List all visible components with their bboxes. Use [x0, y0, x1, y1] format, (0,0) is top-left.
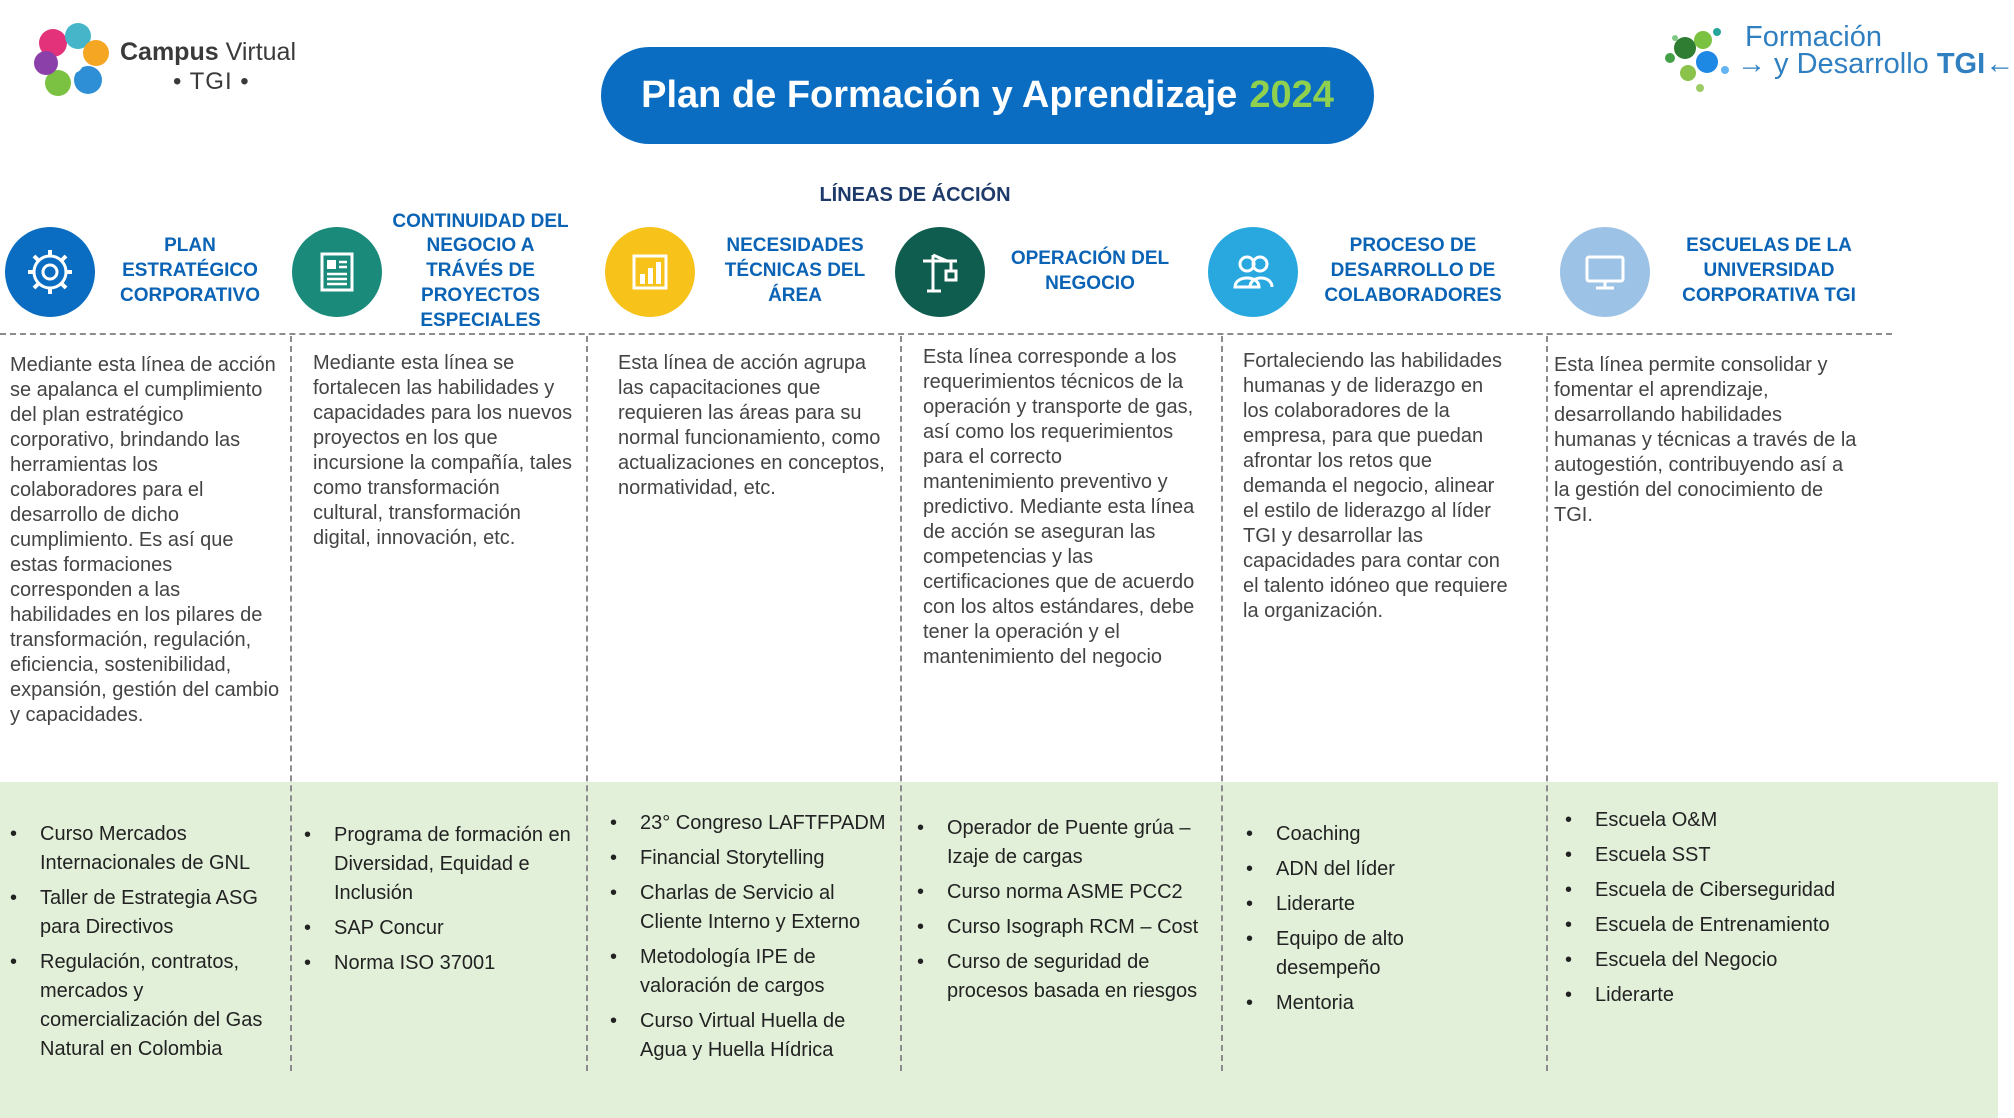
column-header-5: [1208, 214, 1508, 329]
list-item: • Liderarte: [1246, 890, 1506, 919]
list-item: • Charlas de Servicio al Cliente Interno y Externo: [610, 879, 895, 937]
list-item: • Coaching: [1246, 820, 1506, 849]
dots-cluster-icon: [1655, 18, 1745, 98]
fd-line2: → y Desarrollo TGI←: [1737, 48, 2014, 80]
list-item: • ADN del líder: [1246, 855, 1506, 884]
column-divider: [900, 336, 902, 1071]
title-year: 2024: [1249, 74, 1334, 116]
monitor-icon: [1560, 227, 1650, 317]
list-item: • Operador de Puente grúa – Izaje de cargas: [917, 814, 1202, 872]
crane-icon: [895, 227, 985, 317]
fd-line1: Formación: [1745, 21, 1882, 53]
column-divider: [1221, 336, 1223, 1071]
column-header-1: [5, 214, 285, 329]
title-text: Plan de Formación y Aprendizaje: [641, 74, 1238, 116]
course-list-4: [917, 814, 1202, 1012]
list-item: • Escuela de Entrenamiento: [1565, 911, 1855, 940]
column-divider: [586, 336, 588, 1071]
campus-virtual-logo: [28, 18, 328, 113]
course-list-6: [1565, 806, 1855, 1016]
header-divider: [0, 333, 1892, 335]
list-item: • 23° Congreso LAFTFPADM: [610, 809, 895, 838]
page-title: [601, 47, 1374, 144]
column-header-2: [292, 210, 577, 331]
list-item: • Regulación, contratos, mercados y comercialización del Gas Natural en Colombia: [10, 948, 280, 1064]
campus-brand: Campus Virtual: [120, 38, 297, 66]
lineas-accion-title: LÍNEAS DE ÁCCIÓN: [819, 184, 1011, 206]
list-item: • Curso Mercados Internacionales de GNL: [10, 820, 280, 878]
list-item: • Norma ISO 37001: [304, 949, 584, 978]
column-title-3: NECESIDADES TÉCNICAS DEL ÁREA: [724, 235, 866, 306]
gear-icon: [5, 227, 95, 317]
list-item: • Metodología IPE de valoración de cargos: [610, 943, 895, 1001]
column-title-4: OPERACIÓN DEL NEGOCIO: [1010, 247, 1170, 294]
list-item: • Escuela del Negocio: [1565, 946, 1855, 975]
column-description-3: Esta línea de acción agrupa las capacitaciones que requieren las áreas para su normal funcionamiento, como actualizaciones en conceptos, normatividad, etc.: [618, 352, 885, 499]
column-description-1: Mediante esta línea de acción se apalanca el cumplimiento del plan estratégico corporativo, brindando las herramientas los colaboradores para el desarrollo de dicho cumplimiento. Es así que estas formaciones corresponden a las habilidades en los pilares de transformación, regulación, eficiencia, sostenibilidad, expansión, gestión del cambio y capacidades.: [10, 354, 280, 726]
column-description-5: Fortaleciendo las habilidades humanas y de liderazgo en los colaboradores de la empresa, para que puedan afrontar los retos que demanda el negocio, alinear el estilo de liderazgo al líder TGI y desarrollar las capacidades para contar con el talento idóneo que requiere la organización.: [1243, 350, 1508, 622]
list-item: • Taller de Estrategia ASG para Directivos: [10, 884, 280, 942]
formacion-desarrollo-logo: [1655, 18, 2014, 103]
list-item: • Mentoria: [1246, 989, 1506, 1018]
list-item: • Financial Storytelling: [610, 844, 895, 873]
column-description-4: Esta línea corresponde a los requerimientos técnicos de la operación y transporte de gas, así como los requerimientos para el correcto mantenimiento preventivo y predictivo. Mediante esta línea de acción se aseguran las competencias y las certificaciones que de acuerdo con los altos estándares, debe tener la operación y el mantenimiento del negocio: [923, 346, 1195, 668]
column-title-1: PLAN ESTRATÉGICO CORPORATIVO: [119, 235, 261, 306]
people-icon: [1208, 227, 1298, 317]
list-item: • Programa de formación en Diversidad, Equidad e Inclusión: [304, 821, 584, 908]
document-icon: [292, 227, 382, 317]
list-item: • SAP Concur: [304, 914, 584, 943]
list-item: • Curso Isograph RCM – Cost: [917, 913, 1202, 942]
list-item: • Escuela de Ciberseguridad: [1565, 876, 1855, 905]
column-title-6: ESCUELAS DE LA UNIVERSIDAD CORPORATIVA TGI: [1682, 235, 1856, 306]
column-header-6: [1560, 214, 1860, 329]
bar-chart-icon: [605, 227, 695, 317]
column-divider: [1546, 336, 1548, 1071]
column-description-6: Esta línea permite consolidar y fomentar el aprendizaje, desarrollando habilidades humanas y técnicas a través de la autogestión, contribuyendo así a la gestión del conocimiento de TGI.: [1554, 354, 1857, 526]
campus-sub: • TGI •: [173, 68, 250, 95]
list-item: • Curso norma ASME PCC2: [917, 878, 1202, 907]
course-list-3: [610, 809, 895, 1071]
list-item: • Escuela SST: [1565, 841, 1855, 870]
course-list-2: [304, 821, 584, 984]
course-list-5: [1246, 820, 1506, 1024]
course-list-1: [10, 820, 280, 1070]
list-item: • Curso Virtual Huella de Agua y Huella Hídrica: [610, 1007, 895, 1065]
list-item: • Liderarte: [1565, 981, 1855, 1010]
list-item: • Escuela O&M: [1565, 806, 1855, 835]
list-item: • Equipo de alto desempeño: [1246, 925, 1506, 983]
column-header-3: [605, 214, 885, 329]
column-divider: [290, 336, 292, 1071]
column-description-2: Mediante esta línea se fortalecen las habilidades y capacidades para los nuevos proyectos en los que incursione la compañía, tales como transformación cultural, transformación digital, innovación, etc.: [313, 352, 573, 549]
column-header-4: [895, 214, 1195, 329]
list-item: • Curso de seguridad de procesos basada en riesgos: [917, 948, 1202, 1006]
colored-hands-icon: [28, 18, 118, 108]
column-title-5: PROCESO DE DESARROLLO DE COLABORADORES: [1324, 235, 1502, 306]
column-title-2: CONTINUIDAD DEL NEGOCIO A TRÁVÉS DE PROYECTOS ESPECIALES: [392, 210, 569, 331]
